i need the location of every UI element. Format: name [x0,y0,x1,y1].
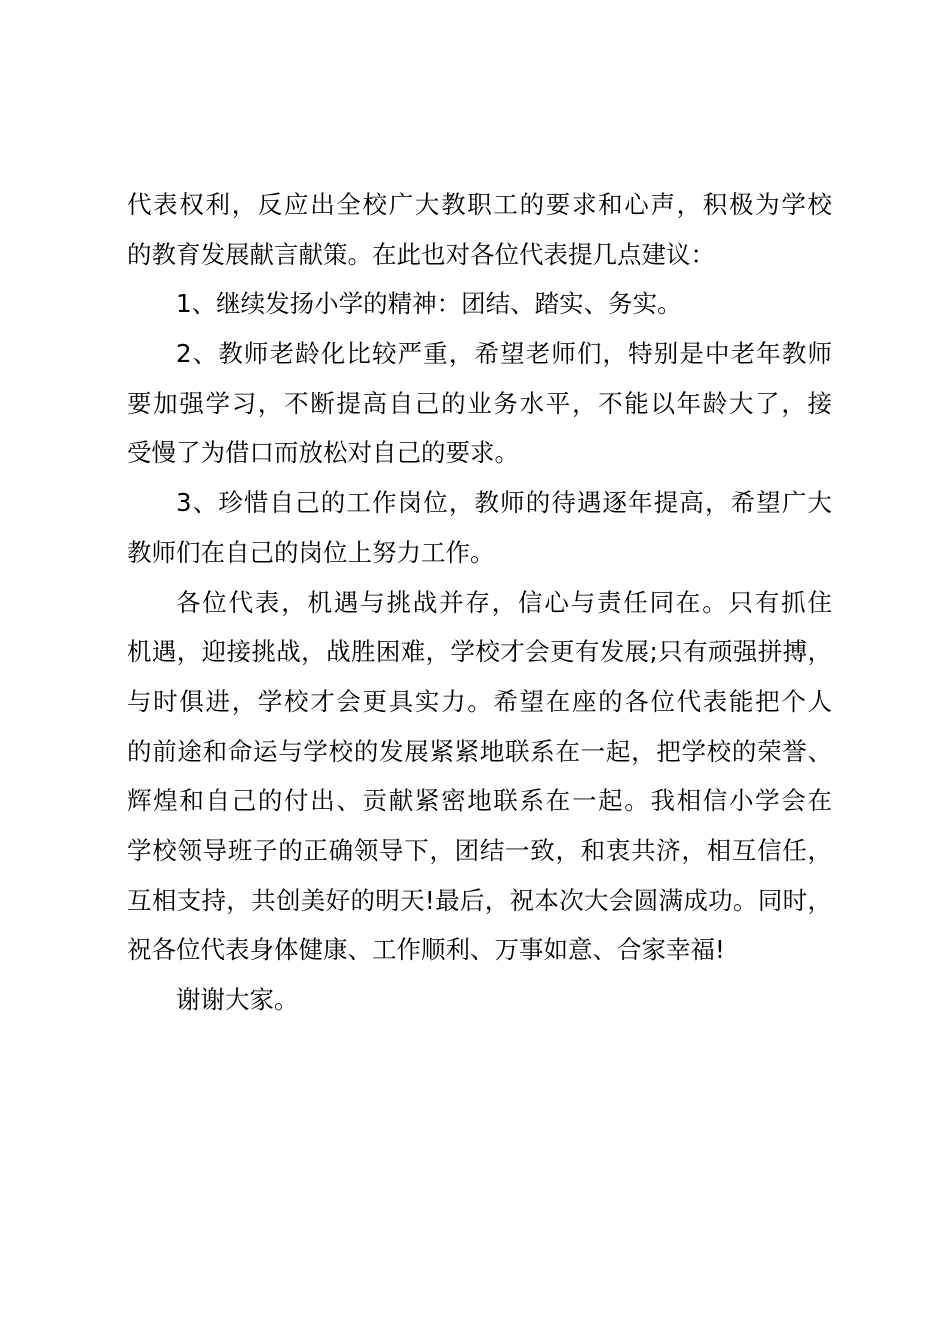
text-line: 谢谢大家。 [176,985,299,1014]
paragraph [127,478,832,577]
paragraph [127,180,832,279]
text-line: 1、继续发扬小学的精神：团结、踏实、务实。 [176,289,682,319]
text-line: 2、教师老龄化比较严重，希望老师们，特别是中老年教师 [176,339,832,369]
text-line: 要加强学习，不断提高自己的业务水平，不能以年龄大了，接 [127,388,832,418]
paragraph [127,975,832,1025]
text-line: 祝各位代表身体健康、工作顺利、万事如意、合家幸福! [127,935,725,965]
text-line: 的教育发展献言献策。在此也对各位代表提几点建议： [127,239,715,269]
text-line: 机遇，迎接挑战，战胜困难，学校才会更有发展;只有顽强拼搏， [127,637,832,667]
text-line: 与时俱进，学校才会更具实力。希望在座的各位代表能把个人 [127,686,832,716]
text-line: 互相支持，共创美好的明天!最后，祝本次大会圆满成功。同时， [127,885,832,915]
text-line: 各位代表，机遇与挑战并存，信心与责任同在。只有抓住 [176,587,832,617]
paragraph [127,329,832,478]
text-line: 受慢了为借口而放松对自己的要求。 [127,438,519,468]
text-line: 辉煌和自己的付出、贡献紧密地联系在一起。我相信小学会在 [127,786,832,816]
text-line: 学校领导班子的正确领导下，团结一致，和衷共济，相互信任， [127,835,832,865]
text-line: 教师们在自己的岗位上努力工作。 [127,537,495,567]
text-line: 的前途和命运与学校的发展紧紧地联系在一起，把学校的荣誉、 [127,736,832,766]
paragraph [127,279,832,329]
text-line: 代表权利，反应出全校广大教职工的要求和心声，积极为学校 [127,190,832,219]
text-line: 3、珍惜自己的工作岗位，教师的待遇逐年提高，希望广大 [176,488,832,518]
paragraph [127,578,832,976]
document-body [127,180,832,1025]
